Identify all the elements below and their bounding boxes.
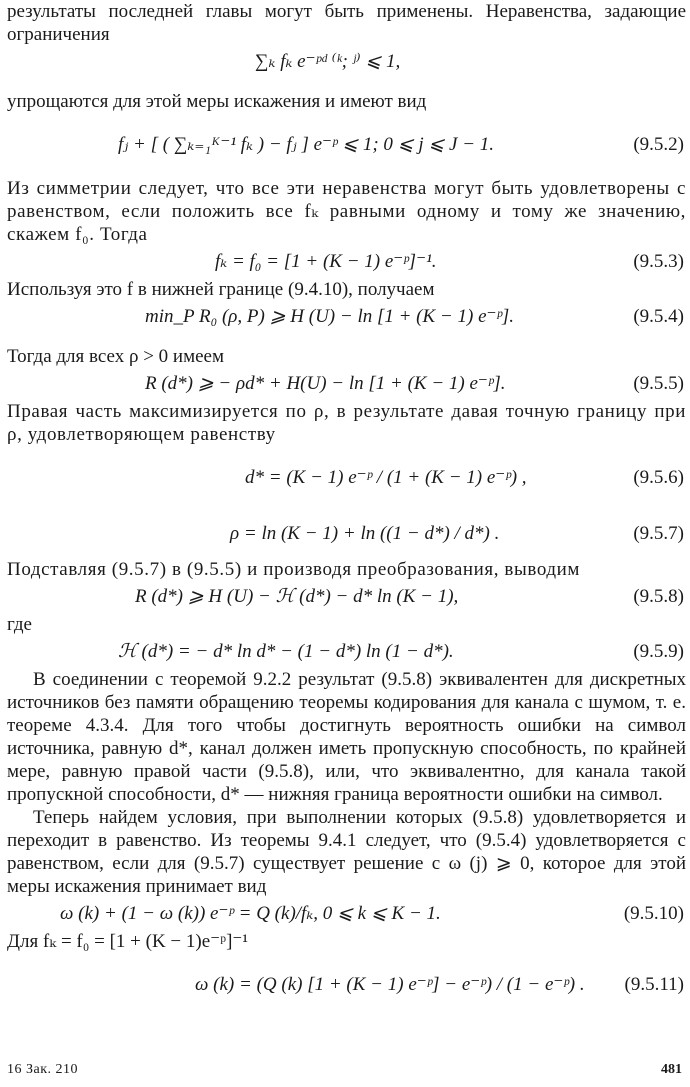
equation-9-5-7-body: ρ = ln (K − 1) + ln ((1 − d*) / d*) . xyxy=(230,523,500,544)
page-footer xyxy=(0,1058,690,1082)
equation-9-5-3-body: fₖ = f₀ = [1 + (K − 1) e⁻ᵖ]⁻¹. xyxy=(215,251,437,272)
equation-9-5-10-body: ω (k) + (1 − ω (k)) e⁻ᵖ = Q (k)/fₖ, 0 ⩽ k ⩽ K − 1. xyxy=(60,903,441,924)
equation-9-5-6-number: (9.5.6) xyxy=(633,467,684,488)
equation-9-5-7 xyxy=(0,502,690,558)
paragraph-1: результаты последней главы могут быть применены. Неравенства, задающие ограничения xyxy=(7,1,686,45)
paragraph-10: Теперь найдем условия, при выполнении которых (9.5.8) удовлетворяется и переходит в равенство. Из теоремы 9.4.1 следует, что (9.5.4) удовлетворяется с равенством, если для (9.5.7) существует решение с ω (j) ⩾ 0, которое для этой меры искажения принимает вид xyxy=(7,807,686,897)
paragraph-6: Правая часть максимизируется по ρ, в результате давая точную границу при ρ, удовлетворяющем равенству xyxy=(7,401,686,445)
equation-9-5-6 xyxy=(0,446,690,502)
equation-9-5-7-number: (9.5.7) xyxy=(633,523,684,544)
page-number: 481 xyxy=(661,1062,682,1077)
paragraph-9: В соединении с теоремой 9.2.2 результат (9.5.8) эквивалентен для дискретных источников без памяти обращению теоремы кодирования для канала с шумом, т. е. теореме 4.3.4. Для того чтобы достигнуть вероятность ошибки на символ источника, равную d*, канал должен иметь пропускную способность, по крайней мере, равную правой части (9.5.8), или, что эквивалентно, для канала такой пропускной способности, d* — нижняя граница вероятности ошибки на символ. xyxy=(7,669,686,805)
paragraph-7: Подставляя (9.5.7) в (9.5.5) и производя преобразования, выводим xyxy=(7,559,581,580)
equation-9-5-2-body: fⱼ + [ ( ∑ₖ₌₁ᴷ⁻¹ fₖ ) − fⱼ ] e⁻ᵖ ⩽ 1; 0 ⩽ j ⩽ J − 1. xyxy=(118,134,495,155)
equation-9-5-3-number: (9.5.3) xyxy=(633,251,684,272)
paragraph-3: Из симметрии следует, что все эти неравенства могут быть удовлетворены с равенством, если положить все fₖ равными одному и тому же значению, скажем f₀. Тогда xyxy=(7,178,686,245)
equation-9-5-5-body: R (d*) ⩾ − ρd* + H(U) − ln [1 + (K − 1) e⁻ᵖ]. xyxy=(145,373,506,394)
footer-signature: 16 Зак. 210 xyxy=(7,1062,79,1077)
equation-9-5-4-body: min_P R₀ (ρ, P) ⩾ H (U) − ln [1 + (K − 1) e⁻ᵖ]. xyxy=(145,306,515,327)
paragraph-4: Используя это f в нижней границе (9.4.10), получаем xyxy=(7,279,435,300)
equation-9-5-2-number: (9.5.2) xyxy=(633,134,684,155)
paragraph-11: Для fₖ = f₀ = [1 + (K − 1)e⁻ᵖ]⁻¹ xyxy=(7,931,249,952)
equation-9-5-9 xyxy=(0,636,690,668)
equation-9-5-4 xyxy=(0,301,690,345)
equation-9-5-9-body: ℋ (d*) = − d* ln d* − (1 − d*) ln (1 − d*). xyxy=(118,641,454,662)
paragraph-2: упрощаются для этой меры искажения и имеют вид xyxy=(7,91,427,112)
equation-1 xyxy=(0,46,690,78)
equation-9-5-2 xyxy=(0,113,690,177)
equation-9-5-11-body: ω (k) = (Q (k) [1 + (K − 1) e⁻ᵖ] − e⁻ᵖ) / (1 − e⁻ᵖ) . xyxy=(195,974,585,995)
equation-9-5-10-number: (9.5.10) xyxy=(623,903,684,924)
equation-9-5-10 xyxy=(0,898,690,930)
paragraph-5: Тогда для всех ρ > 0 имеем xyxy=(7,346,224,367)
equation-9-5-5-number: (9.5.5) xyxy=(633,373,684,394)
equation-1-body: ∑ₖ fₖ e⁻ᵖᵈ ⁽ᵏ; ʲ⁾ ⩽ 1, xyxy=(255,51,401,72)
equation-9-5-8-number: (9.5.8) xyxy=(633,586,684,607)
equation-9-5-8 xyxy=(0,581,690,613)
equation-9-5-11-number: (9.5.11) xyxy=(624,974,684,995)
equation-9-5-11 xyxy=(0,953,690,1005)
equation-9-5-8-body: R (d*) ⩾ H (U) − ℋ (d*) − d* ln (K − 1), xyxy=(135,586,459,607)
equation-9-5-6-body: d* = (K − 1) e⁻ᵖ / (1 + (K − 1) e⁻ᵖ) , xyxy=(245,467,527,488)
equation-9-5-3 xyxy=(0,246,690,278)
paragraph-8: где xyxy=(7,614,32,635)
equation-9-5-5 xyxy=(0,368,690,400)
equation-9-5-9-number: (9.5.9) xyxy=(633,641,684,662)
equation-9-5-4-number: (9.5.4) xyxy=(633,306,684,327)
